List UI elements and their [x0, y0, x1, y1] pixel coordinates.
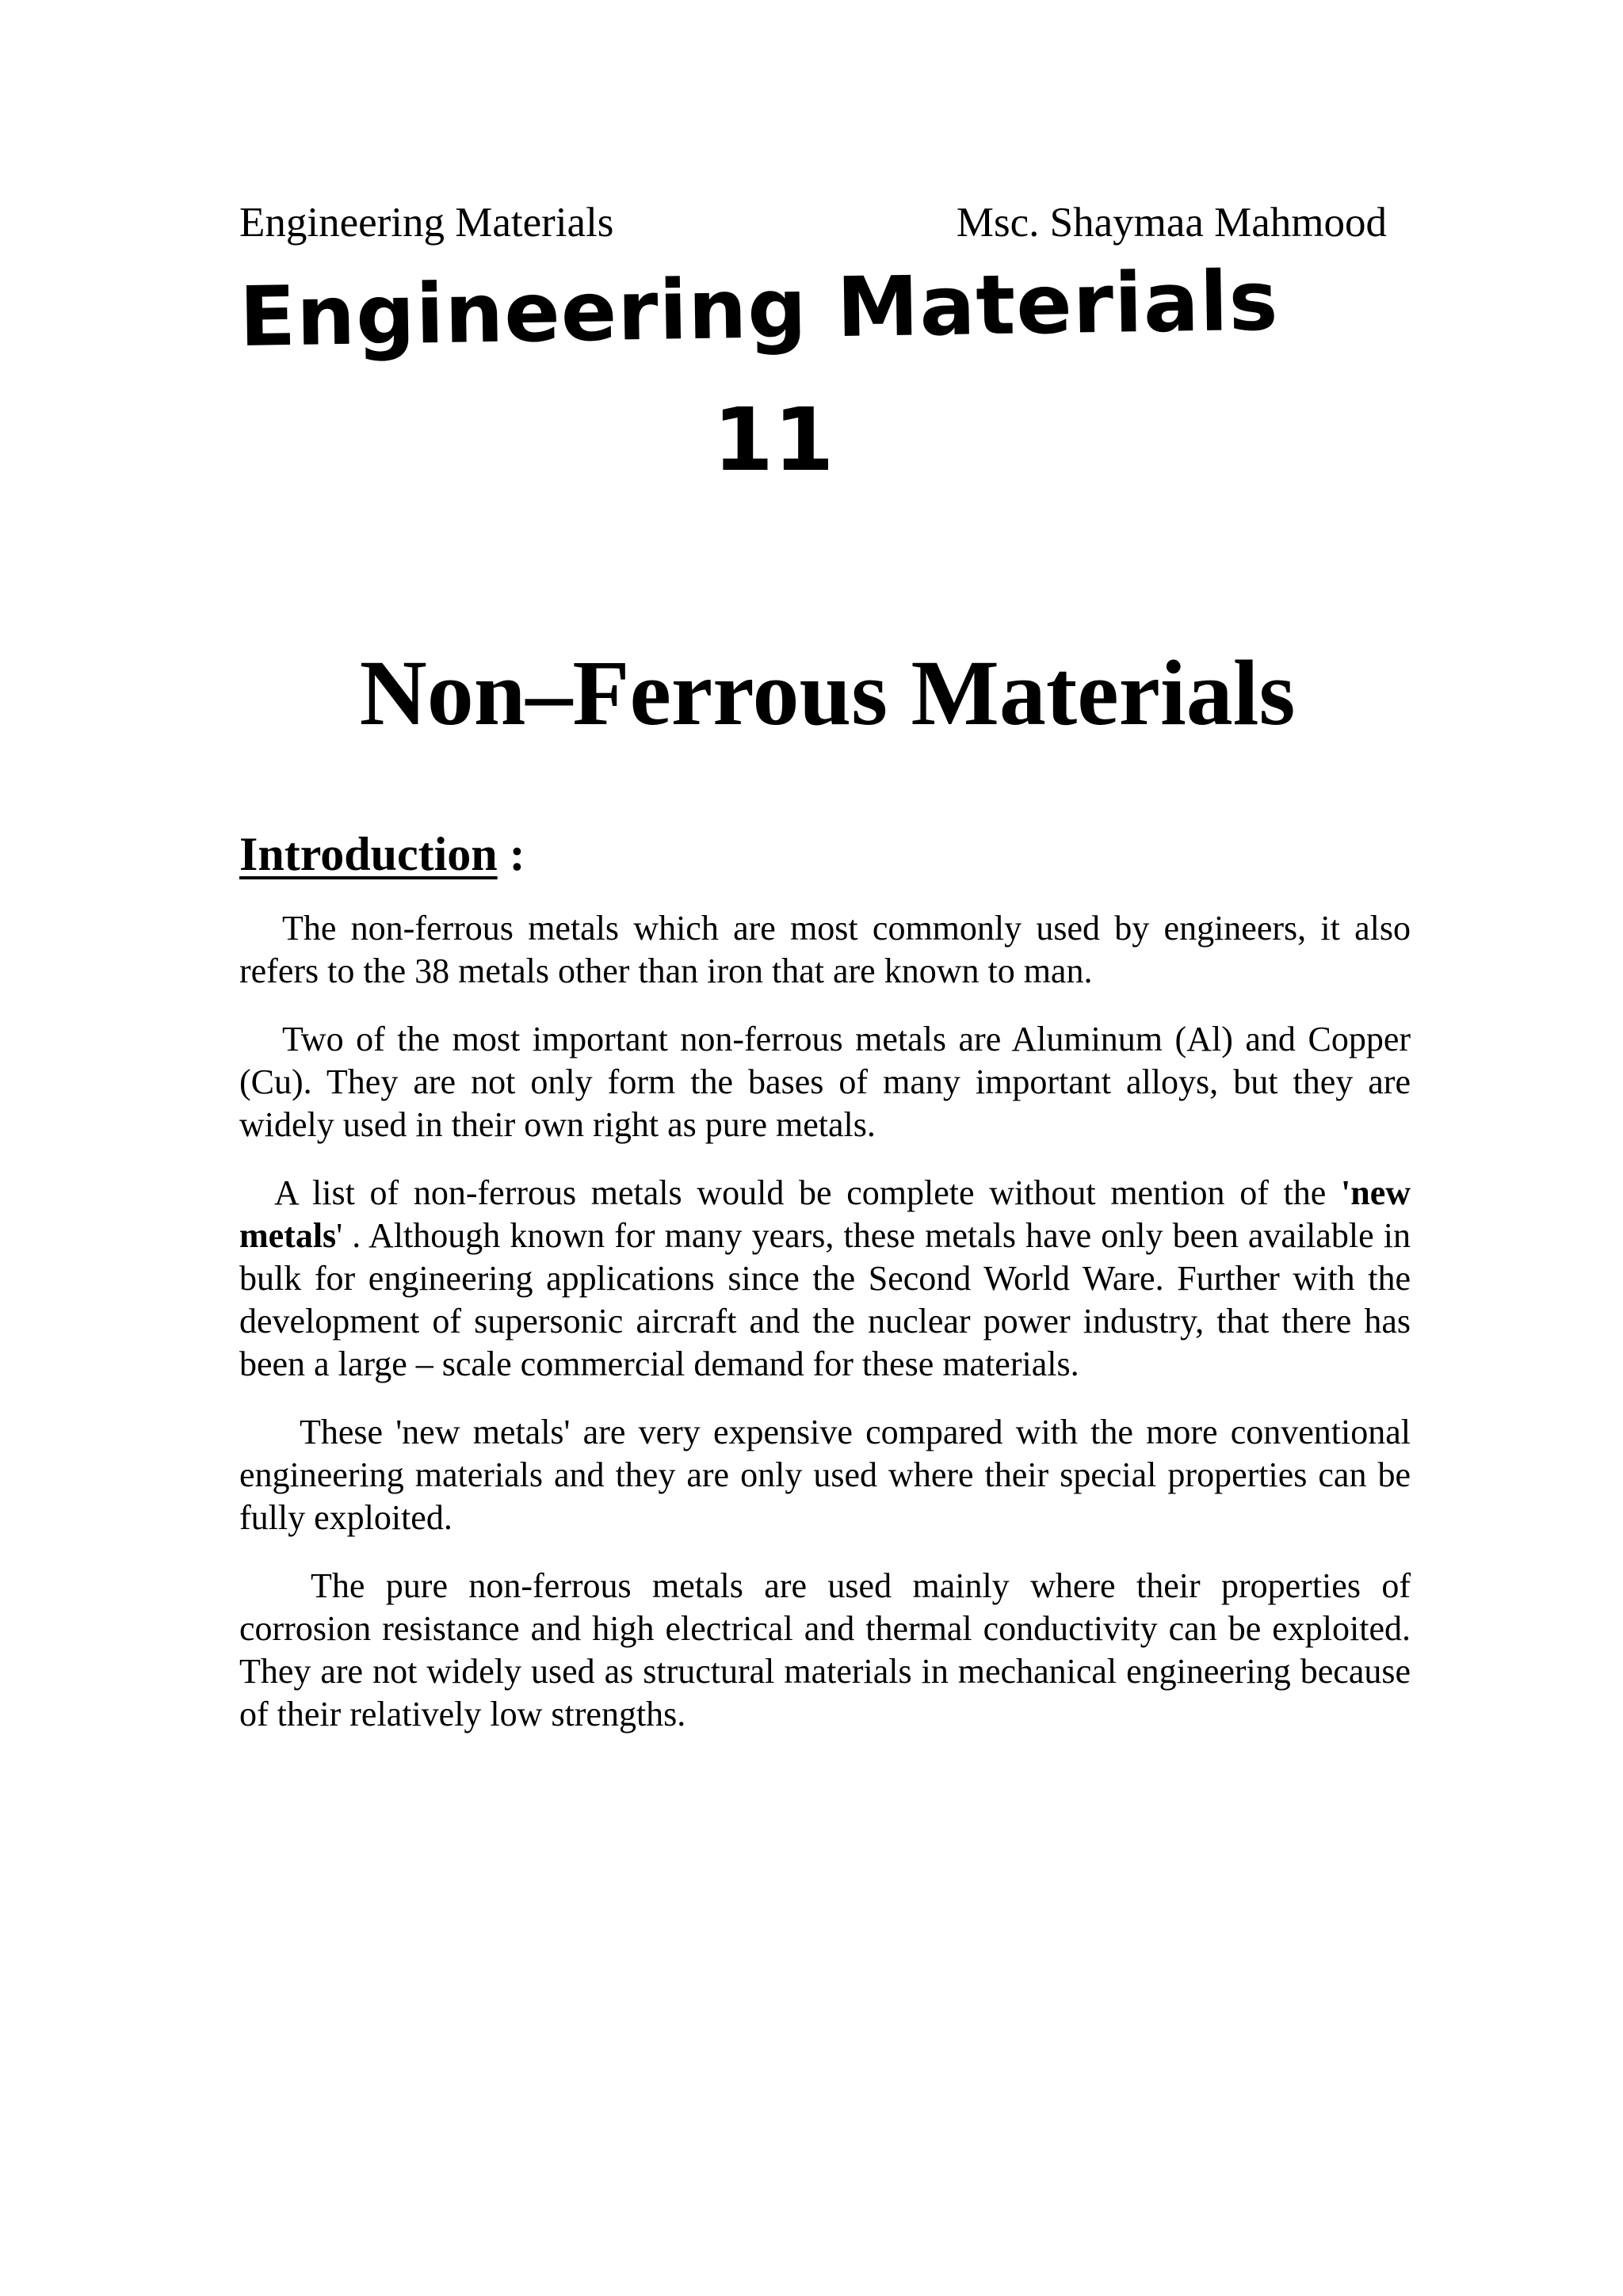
lecture-number: 11: [712, 389, 834, 490]
paragraph-3-rest: ' . Although known for many years, these metals have only been available in bulk for engineering applications since the Second World Ware. Further with the development of supersonic aircraft and the nuclear power industry, that there has been a large – scale commercial demand for these materials.: [239, 1216, 1411, 1383]
paragraph-2: Two of the most important non-ferrous metals are Aluminum (Al) and Copper (Cu). They are not only form the bases of many important alloys, but they are widely used in their own right as pure metals.: [239, 1020, 1411, 1144]
header-course-title: Engineering Materials: [239, 200, 614, 246]
wordart-lecture-number: [0, 388, 1623, 491]
body-text: [239, 907, 1411, 1761]
new-metals-emphasis: 'new metals: [239, 1173, 1411, 1255]
paragraph-4: These 'new metals' are very expensive compared with the more conventional engineering materials and they are only used where their special properties can be fully exploited.: [239, 1413, 1411, 1537]
paragraph-3: [239, 1172, 1411, 1386]
section-heading-text: Introduction: [239, 828, 498, 880]
wordart-title: Engineering Materials: [239, 252, 1280, 365]
paragraph-3-start: A list of non-ferrous metals would be complete without mention of the: [274, 1173, 1341, 1212]
paragraph-5: The pure non-ferrous metals are used mainly where their properties of corrosion resistance and high electrical and thermal conductivity can be exploited. They are not widely used as structural materials in mechanical engineering because of their relatively low strengths.: [239, 1566, 1411, 1733]
page-title-text: Non–Ferrous Materials: [359, 641, 1296, 745]
header-author: Msc. Shaymaa Mahmood: [956, 200, 1387, 246]
paragraph-1: The non-ferrous metals which are most commonly used by engineers, it also refers to the 38 metals other than iron that are known to man.: [239, 909, 1411, 990]
section-heading-colon: :: [497, 828, 525, 880]
section-heading: [239, 822, 525, 886]
page-title: [0, 634, 1623, 753]
